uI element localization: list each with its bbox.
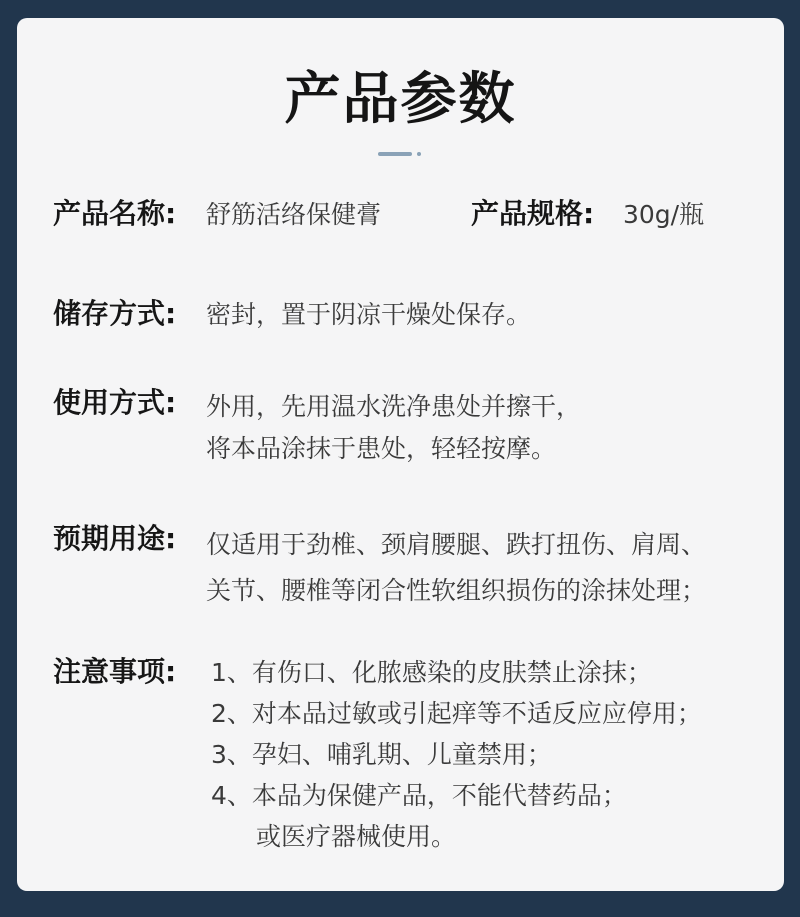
purpose-label: 预期用途: [53,522,177,555]
notes-line: 4、本品为保健产品，不能代替药品； [211,781,627,810]
usage-label: 使用方式: [53,386,177,419]
notes-value [211,652,702,857]
product-spec-label: 产品规格: [471,197,595,230]
notes-label: 注意事项: [53,655,177,688]
title-divider [378,152,412,156]
product-spec-value: 30g/瓶 [623,200,705,229]
product-name-label: 产品名称: [53,197,177,230]
title-divider-dot [417,152,421,156]
product-name-value: 舒筋活络保健膏 [206,200,382,229]
usage-line: 将本品涂抹于患处，轻轻按摩。 [206,434,557,463]
usage-value [206,386,581,470]
storage-value: 密封，置于阴凉干燥处保存。 [206,300,532,329]
notes-line: 2、对本品过敏或引起痒等不适反应应停用； [211,699,702,728]
usage-line: 外用，先用温水洗净患处并擦干， [206,392,582,421]
notes-line: 1、有伤口、化脓感染的皮肤禁止涂抹； [211,658,652,687]
purpose-line: 关节、腰椎等闭合性软组织损伤的涂抹处理； [206,576,707,605]
purpose-line: 仅适用于劲椎、颈肩腰腿、跌打扭伤、肩周、 [206,530,707,559]
notes-line: 或医疗器械使用。 [256,822,457,851]
purpose-value [206,522,706,614]
page-title: 产品参数 [284,67,517,132]
notes-line: 3、孕妇、哺乳期、儿童禁用； [211,740,552,769]
storage-label: 储存方式: [53,297,177,330]
product-params-card [17,18,784,891]
